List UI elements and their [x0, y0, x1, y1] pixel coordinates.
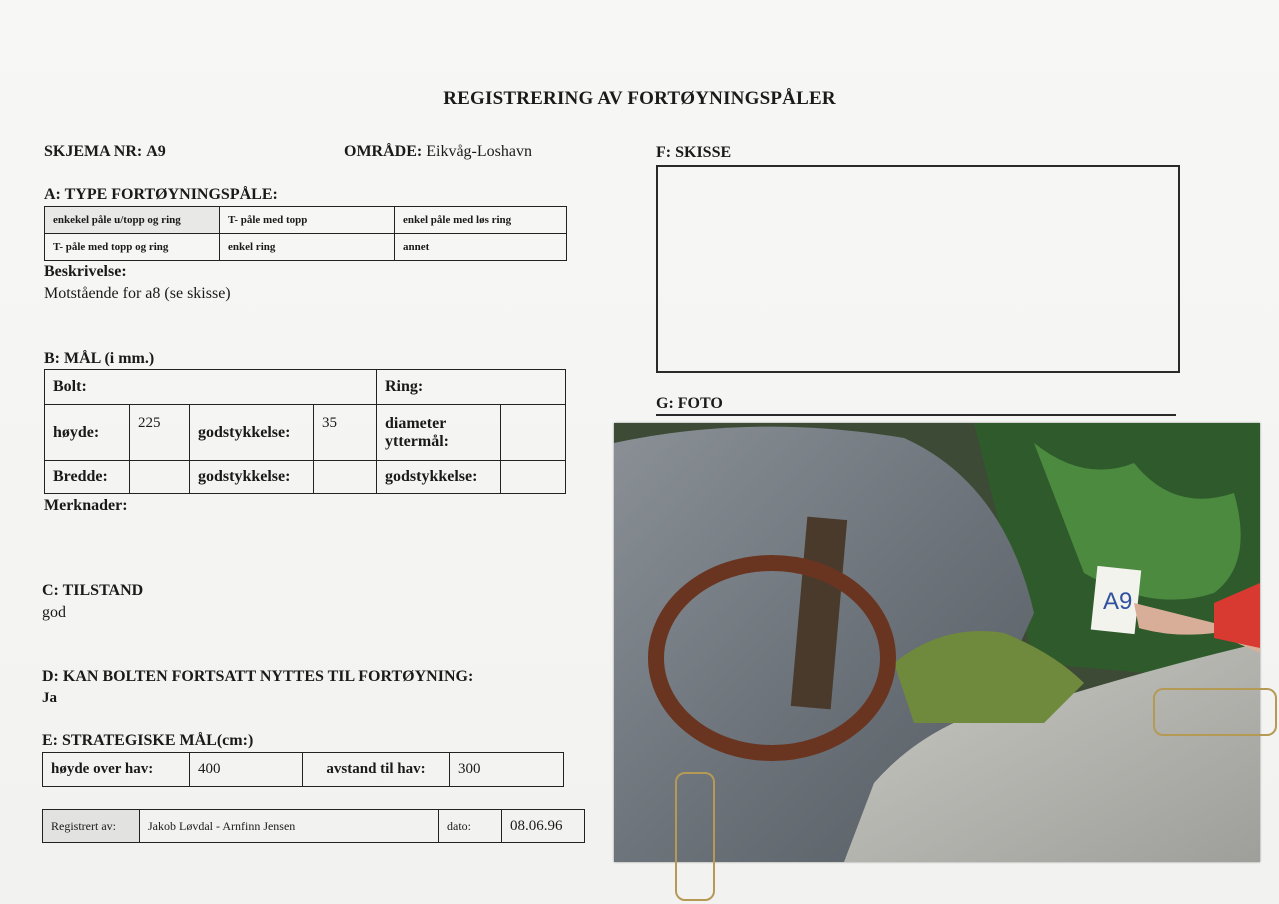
paper-clip-icon	[675, 772, 715, 901]
type-option[interactable]: annet	[395, 234, 567, 261]
omrade-value: Eikvåg-Loshavn	[426, 143, 532, 160]
ring-godstykkelse-value[interactable]	[501, 461, 566, 494]
beskrivelse-label: Beskrivelse:	[44, 263, 127, 280]
godstykkelse-value-2[interactable]	[314, 461, 377, 494]
hoyde-value[interactable]: 225	[130, 405, 190, 461]
section-a-heading: A: TYPE FORTØYNINGSPÅLE:	[44, 186, 278, 203]
foto-box-top	[656, 414, 1176, 416]
section-c-heading: C: TILSTAND	[42, 582, 144, 599]
dato-value[interactable]: 08.06.96	[502, 810, 585, 843]
ring-godstykkelse-label: godstykkelse:	[377, 461, 501, 494]
section-d-heading: D: KAN BOLTEN FORTSATT NYTTES TIL FORTØYNING:	[42, 668, 474, 685]
skjema-value: A9	[146, 143, 166, 160]
section-e-heading: E: STRATEGISKE MÅL(cm:)	[42, 732, 254, 749]
beskrivelse-value: Motstående for a8 (se skisse)	[44, 285, 231, 302]
hoyde-over-hav-value[interactable]: 400	[190, 753, 303, 787]
type-table	[44, 206, 567, 261]
godstykkelse-label: godstykkelse:	[190, 405, 314, 461]
skjema-label: SKJEMA NR:	[44, 143, 143, 160]
form-title: REGISTRERING AV FORTØYNINGSPÅLER	[443, 88, 836, 109]
tilstand-value: god	[42, 604, 66, 621]
merknader-label: Merknader:	[44, 497, 128, 514]
avstand-til-hav-label: avstand til hav:	[303, 753, 450, 787]
ring-label: Ring:	[377, 370, 566, 405]
strategiske-table	[42, 752, 564, 787]
registrert-value[interactable]: Jakob Løvdal - Arnfinn Jensen	[140, 810, 439, 843]
dato-label: dato:	[439, 810, 502, 843]
registrert-table	[42, 809, 585, 843]
section-f-heading: F: SKISSE	[656, 144, 732, 161]
godstykkelse-value[interactable]: 35	[314, 405, 377, 461]
mal-table	[44, 369, 566, 494]
paper-clip-icon	[1153, 688, 1277, 736]
kan-bolten-value: Ja	[42, 690, 57, 706]
type-option[interactable]: enkel ring	[220, 234, 395, 261]
bredde-label: Bredde:	[45, 461, 130, 494]
diameter-label: diameter yttermål:	[377, 405, 501, 461]
bolt-label: Bolt:	[45, 370, 377, 405]
photo-tag-label: A9	[1103, 588, 1133, 615]
omrade-label: OMRÅDE:	[344, 143, 423, 160]
skisse-box	[656, 165, 1180, 373]
type-option[interactable]: T- påle med topp	[220, 207, 395, 234]
section-g-heading: G: FOTO	[656, 395, 723, 412]
bredde-value[interactable]	[130, 461, 190, 494]
hoyde-label: høyde:	[45, 405, 130, 461]
godstykkelse-label-2: godstykkelse:	[190, 461, 314, 494]
type-option[interactable]: T- påle med topp og ring	[45, 234, 220, 261]
avstand-til-hav-value[interactable]: 300	[450, 753, 564, 787]
type-option[interactable]: enkel påle med løs ring	[395, 207, 567, 234]
skjema-number	[44, 143, 166, 161]
hoyde-over-hav-label: høyde over hav:	[43, 753, 190, 787]
omrade	[344, 143, 532, 161]
registrert-label: Registrert av:	[43, 810, 140, 843]
diameter-value[interactable]	[501, 405, 566, 461]
section-b-heading: B: MÅL (i mm.)	[44, 350, 155, 367]
type-option[interactable]: enkekel påle u/topp og ring	[45, 207, 220, 234]
